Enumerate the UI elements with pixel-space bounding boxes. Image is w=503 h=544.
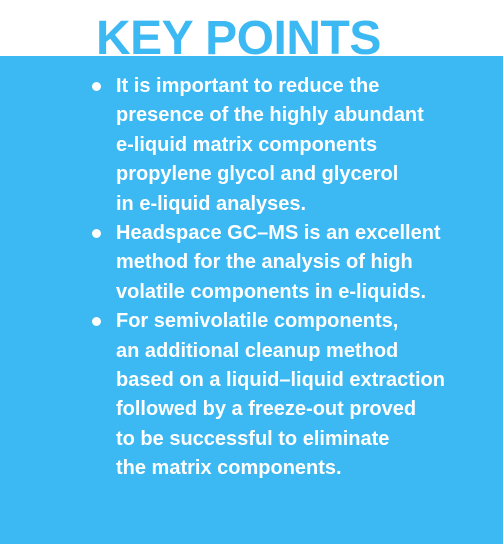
key-point-line: presence of the highly abundant — [116, 104, 424, 127]
bullet-icon — [92, 82, 101, 91]
bullet-icon — [92, 317, 101, 326]
key-point-item — [0, 219, 503, 307]
key-point-line: volatile components in e-liquids. — [116, 280, 427, 303]
key-points-title: KEY POINTS — [96, 12, 381, 65]
key-point-line: based on a liquid–liquid extraction — [116, 369, 445, 392]
key-point-line: method for the analysis of high — [116, 251, 413, 274]
key-point-line: For semivolatile components, — [116, 310, 399, 333]
bullet-icon — [92, 229, 101, 238]
key-point-line: Headspace GC–MS is an excellent — [116, 222, 441, 245]
key-point-line: It is important to reduce the — [116, 75, 380, 97]
key-point-item — [0, 72, 503, 219]
key-point-line: the matrix components. — [116, 457, 342, 480]
key-point-line: e-liquid matrix components — [116, 133, 378, 156]
key-point-line: to be successful to eliminate — [116, 427, 390, 450]
key-point-line: in e-liquid analyses. — [116, 192, 307, 215]
key-point-item — [0, 307, 503, 483]
key-points-list — [0, 72, 503, 484]
key-point-line: followed by a freeze-out proved — [116, 398, 417, 421]
key-point-line: an additional cleanup method — [116, 339, 399, 362]
key-point-line: propylene glycol and glycerol — [116, 163, 399, 186]
